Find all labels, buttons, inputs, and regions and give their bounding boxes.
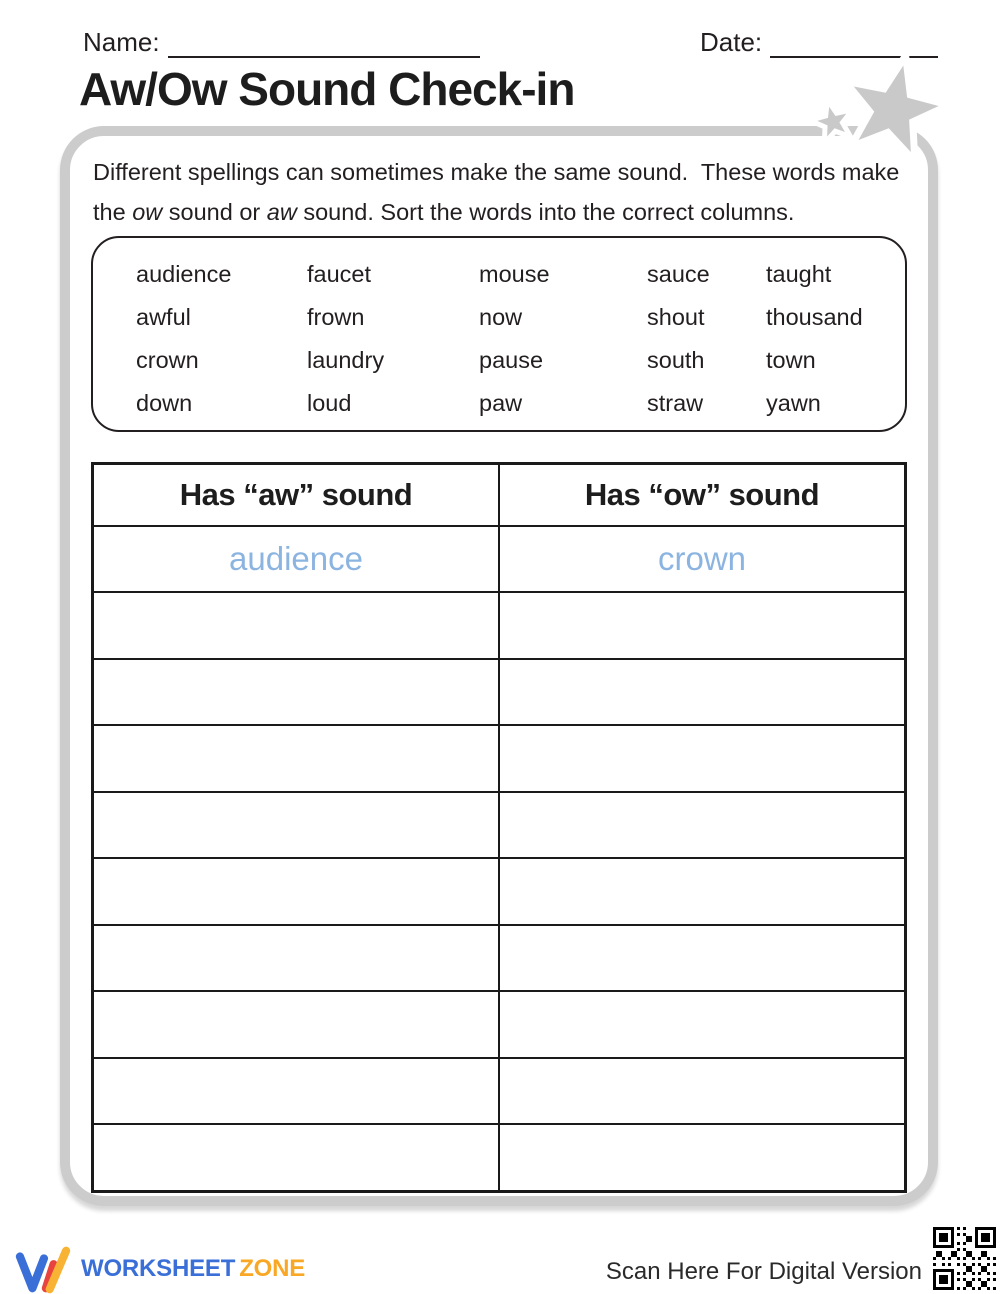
- instructions-segment: sound or: [162, 199, 267, 225]
- answer-cell-aw[interactable]: [93, 991, 500, 1058]
- word-bank-word: paw: [479, 390, 523, 416]
- page-title: Aw/Ow Sound Check-in: [79, 63, 575, 115]
- answer-cell-ow[interactable]: [499, 1058, 906, 1125]
- answer-cell-ow[interactable]: [499, 725, 906, 792]
- logo-text-worksheet: WORKSHEET: [81, 1255, 236, 1282]
- word-bank-word: south: [647, 347, 705, 373]
- logo-text-zone: ZONE: [239, 1255, 306, 1282]
- answer-row: [93, 792, 906, 859]
- answer-cell-aw[interactable]: [93, 659, 500, 726]
- answer-cell-aw[interactable]: [93, 1058, 500, 1125]
- answer-cell-aw[interactable]: [93, 925, 500, 992]
- qr-code: [933, 1227, 996, 1290]
- word-bank-word: down: [136, 390, 193, 416]
- word-bank-word: taught: [766, 261, 832, 287]
- sort-table: [91, 462, 907, 1193]
- date-label: Date:: [700, 27, 763, 57]
- aw-column-header: Has “aw” sound: [93, 464, 500, 527]
- word-bank-word: awful: [136, 304, 191, 330]
- answer-row: [93, 1124, 906, 1191]
- word-bank-word: loud: [307, 390, 352, 416]
- instructions-italic-word: aw: [266, 199, 297, 225]
- answer-cell-ow[interactable]: [499, 592, 906, 659]
- worksheetzone-logo: [14, 1244, 305, 1294]
- word-bank-word: audience: [136, 261, 232, 287]
- name-label: Name:: [83, 27, 160, 57]
- answer-row: [93, 991, 906, 1058]
- word-bank-word: thousand: [766, 304, 863, 330]
- word-bank-word: shout: [647, 304, 705, 330]
- answer-row: [93, 659, 906, 726]
- answer-row: [93, 725, 906, 792]
- example-answer-ow: crown: [499, 526, 906, 592]
- example-row: [93, 526, 906, 592]
- answer-cell-aw[interactable]: [93, 592, 500, 659]
- answer-row: [93, 1058, 906, 1125]
- word-bank-word: crown: [136, 347, 199, 373]
- answer-cell-ow[interactable]: [499, 659, 906, 726]
- word-bank-word: straw: [647, 390, 704, 416]
- answer-row: [93, 592, 906, 659]
- word-bank-word: frown: [307, 304, 365, 330]
- instructions-segment: sound. Sort the words into the correct columns.: [296, 199, 795, 225]
- table-header-row: [93, 464, 906, 527]
- answer-cell-ow[interactable]: [499, 925, 906, 992]
- answer-cell-ow[interactable]: [499, 1124, 906, 1191]
- word-bank-word: sauce: [647, 261, 710, 287]
- word-bank-word: town: [766, 347, 816, 373]
- answer-cell-aw[interactable]: [93, 1124, 500, 1191]
- instructions-italic-word: ow: [132, 199, 163, 225]
- answer-cell-aw[interactable]: [93, 792, 500, 859]
- answer-cell-aw[interactable]: [93, 725, 500, 792]
- word-bank-word: mouse: [479, 261, 550, 287]
- instructions-segment: Different spellings can sometimes make the same sound. These words make the: [93, 159, 900, 225]
- ow-column-header: Has “ow” sound: [499, 464, 906, 527]
- word-bank: [91, 236, 907, 432]
- answer-cell-ow[interactable]: [499, 858, 906, 925]
- answer-cell-aw[interactable]: [93, 858, 500, 925]
- word-bank-word: laundry: [307, 347, 385, 373]
- word-bank-word: now: [479, 304, 523, 330]
- answer-row: [93, 925, 906, 992]
- answer-cell-ow[interactable]: [499, 792, 906, 859]
- scan-label: Scan Here For Digital Version: [605, 1258, 922, 1285]
- word-bank-word: faucet: [307, 261, 372, 287]
- worksheetzone-logo-icon: [14, 1244, 72, 1294]
- name-blank-line[interactable]: [168, 26, 480, 58]
- answer-row: [93, 858, 906, 925]
- star-decoration-icon: [795, 48, 975, 173]
- word-bank-word: yawn: [766, 390, 821, 416]
- word-bank-word: pause: [479, 347, 544, 373]
- example-answer-aw: audience: [93, 526, 500, 592]
- answer-cell-ow[interactable]: [499, 991, 906, 1058]
